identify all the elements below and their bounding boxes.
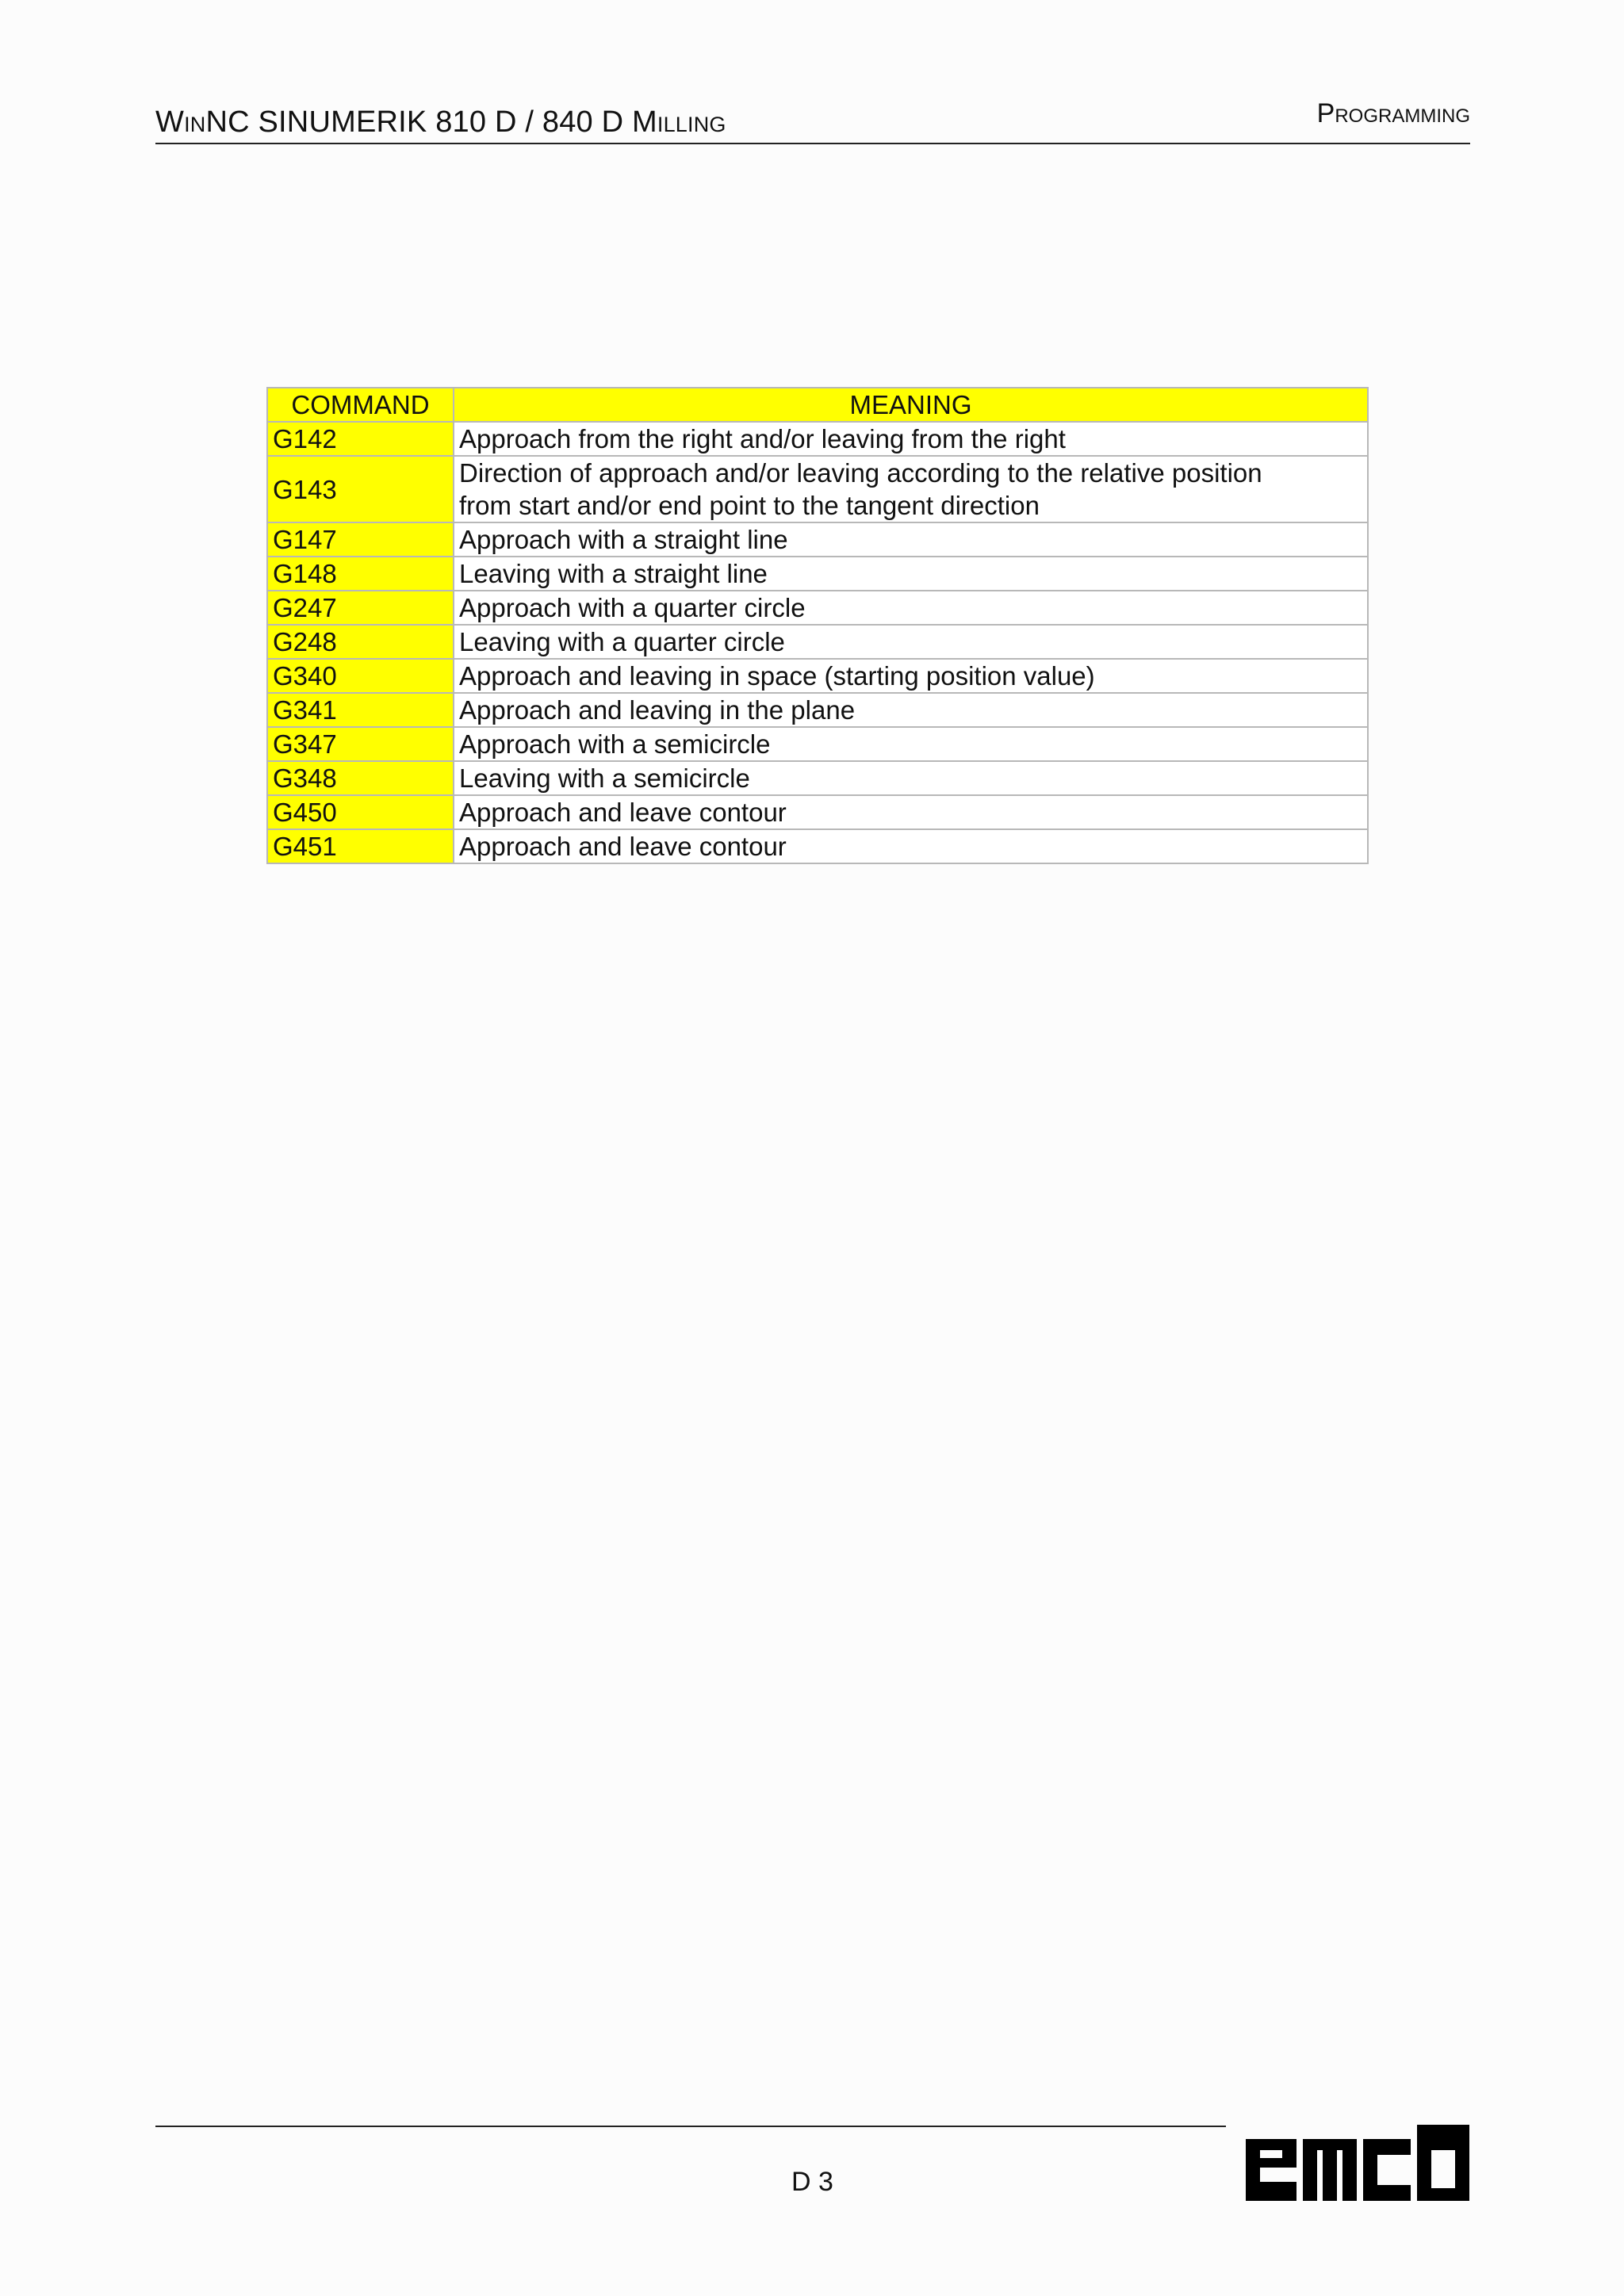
meaning-cell bbox=[454, 456, 1368, 522]
meaning-cell: Approach with a quarter circle bbox=[454, 591, 1368, 625]
table-row bbox=[267, 456, 1368, 522]
table-header-row bbox=[267, 388, 1368, 422]
table-row bbox=[267, 761, 1368, 795]
meaning-cell: Approach and leaving in space (starting position value) bbox=[454, 659, 1368, 693]
command-cell: G247 bbox=[267, 591, 454, 625]
emco-logo bbox=[1246, 2125, 1469, 2201]
command-cell: G348 bbox=[267, 761, 454, 795]
footer-divider bbox=[155, 2126, 1226, 2127]
meaning-cell: Approach and leave contour bbox=[454, 795, 1368, 829]
command-cell: G341 bbox=[267, 693, 454, 727]
meaning-cell: Leaving with a semicircle bbox=[454, 761, 1368, 795]
table-row bbox=[267, 557, 1368, 591]
command-table bbox=[266, 387, 1369, 864]
command-cell: G451 bbox=[267, 829, 454, 863]
meaning-line: from start and/or end point to the tangent direction bbox=[459, 491, 1040, 520]
command-cell: G340 bbox=[267, 659, 454, 693]
table-row bbox=[267, 522, 1368, 557]
meaning-cell: Leaving with a quarter circle bbox=[454, 625, 1368, 659]
table-row bbox=[267, 659, 1368, 693]
command-cell: G142 bbox=[267, 422, 454, 456]
meaning-cell: Approach with a straight line bbox=[454, 522, 1368, 557]
table-row bbox=[267, 591, 1368, 625]
command-cell: G347 bbox=[267, 727, 454, 761]
logo-letter-e bbox=[1246, 2139, 1297, 2201]
meaning-cell: Approach with a semicircle bbox=[454, 727, 1368, 761]
logo-letter-c bbox=[1363, 2139, 1411, 2201]
logo-letter-m bbox=[1303, 2139, 1357, 2201]
column-header-meaning: MEANING bbox=[454, 388, 1368, 422]
logo-letter-o bbox=[1417, 2125, 1469, 2201]
table-row bbox=[267, 693, 1368, 727]
page-number: D 3 bbox=[791, 2167, 833, 2197]
table-row bbox=[267, 795, 1368, 829]
table-row bbox=[267, 727, 1368, 761]
section-title: Programming bbox=[1316, 98, 1470, 128]
command-cell: G143 bbox=[267, 456, 454, 522]
document-title: WinNC SINUMERIK 810 D / 840 D Milling bbox=[155, 105, 726, 139]
command-cell: G148 bbox=[267, 557, 454, 591]
meaning-line: Direction of approach and/or leaving according to the relative position bbox=[459, 458, 1262, 488]
command-cell: G450 bbox=[267, 795, 454, 829]
table-row bbox=[267, 829, 1368, 863]
column-header-command: COMMAND bbox=[267, 388, 454, 422]
command-cell: G248 bbox=[267, 625, 454, 659]
page-header bbox=[155, 94, 1470, 144]
table-row bbox=[267, 625, 1368, 659]
table-row bbox=[267, 422, 1368, 456]
meaning-cell: Approach and leave contour bbox=[454, 829, 1368, 863]
meaning-cell: Approach from the right and/or leaving from the right bbox=[454, 422, 1368, 456]
meaning-cell: Approach and leaving in the plane bbox=[454, 693, 1368, 727]
meaning-cell: Leaving with a straight line bbox=[454, 557, 1368, 591]
command-cell: G147 bbox=[267, 522, 454, 557]
